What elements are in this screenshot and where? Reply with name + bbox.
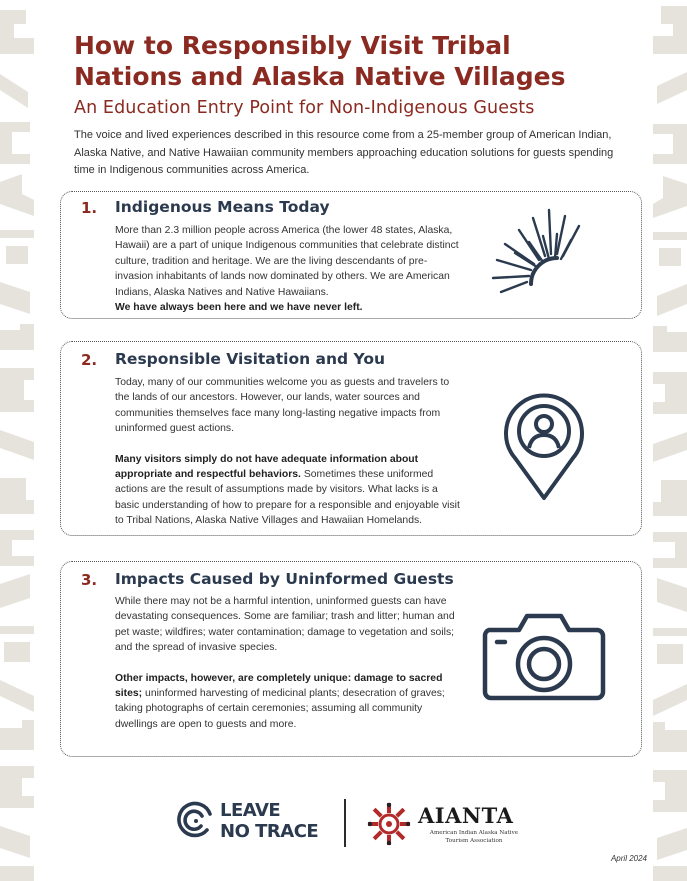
section-number: 1. <box>81 199 98 217</box>
camera-icon <box>481 608 607 702</box>
aianta-emblem-icon <box>366 801 412 847</box>
aianta-full-name: American Indian Alaska Native Tourism Association <box>429 830 519 844</box>
page-title: How to Responsibly Visit Tribal Nations and Alaska Native Villages <box>74 31 566 91</box>
left-decorative-pattern <box>0 0 34 881</box>
section-bold-text: We have always been here and we have never left. <box>115 302 363 314</box>
footer-divider <box>344 799 346 847</box>
aianta-wordmark: AIANTA <box>418 803 514 828</box>
location-person-icon <box>499 384 589 504</box>
section-text: Sometimes these uniformed actions are the result of assumptions made by visitors. What lacks is a basic understanding of how to prepare for a responsible and enjoyable visit to Tribal Nations, Alaska Native Villages and Hawaiian Homelands. <box>115 469 460 527</box>
lnt-line-2: NO TRACE <box>220 821 319 842</box>
section-heading: Responsible Visitation and You <box>115 350 386 368</box>
section-text: More than 2.3 million people across America (the lower 48 states, Alaska, Hawaii) are a part of unique Indigenous communities that celebrate distinct culture, tradition and heritage. We are the living descendants of pre-invasion inhabitants of lands now dominated by others. We are American Indians, Alaska Natives and Native Hawaiians. <box>115 225 459 298</box>
section-body <box>115 223 460 315</box>
page-subtitle: An Education Entry Point for Non-Indigenous Guests <box>74 98 535 118</box>
lnt-line-1: LEAVE <box>220 800 281 821</box>
section-text: uninformed harvesting of medicinal plants; desecration of graves; taking photographs of certain ceremonies; assuming all community dwellings are open to guests and more. <box>115 688 445 730</box>
section-number: 2. <box>81 351 98 369</box>
leave-no-trace-wordmark <box>220 800 318 842</box>
intro-paragraph: The voice and lived experiences described in this resource come from a 25-member group of American Indian, Alaska Native, and Native Hawaiian community members approaching education solutions for guests spending time in Indigenous communities across America. <box>74 129 614 176</box>
section-card-indigenous-means-today <box>60 191 642 319</box>
publication-date: April 2024 <box>610 854 647 863</box>
right-decorative-pattern <box>653 0 687 881</box>
section-card-responsible-visitation <box>60 341 642 536</box>
section-number: 3. <box>81 571 98 589</box>
section-paragraph <box>115 452 460 529</box>
section-heading: Indigenous Means Today <box>115 198 330 216</box>
section-body <box>115 594 460 747</box>
section-paragraph: While there may not be a harmful intention, uninformed guests can have devastating consequences. Some are familiar; trash and litter; human and pet waste; wildfires; water contamination; damage to vegetation and soils; and the spread of invasive species. <box>115 596 455 654</box>
leave-no-trace-logo-icon <box>177 800 215 838</box>
section-paragraph <box>115 671 460 733</box>
section-bold-text: Other impacts, however, are completely unique: damage to sacred sites; <box>115 672 443 700</box>
section-heading: Impacts Caused by Uninformed Guests <box>115 570 454 588</box>
section-card-impacts-uninformed-guests <box>60 561 642 757</box>
section-body <box>115 375 460 544</box>
section-bold-text: Many visitors simply do not have adequate information about appropriate and respectful behaviors. <box>115 453 419 481</box>
sun-icon <box>479 200 599 312</box>
section-paragraph: Today, many of our communities welcome you as guests and travelers to the lands of our ancestors. However, our lands, water sources and communities themselves face many long-lasting negative impacts from uninformed guest actions. <box>115 377 450 435</box>
